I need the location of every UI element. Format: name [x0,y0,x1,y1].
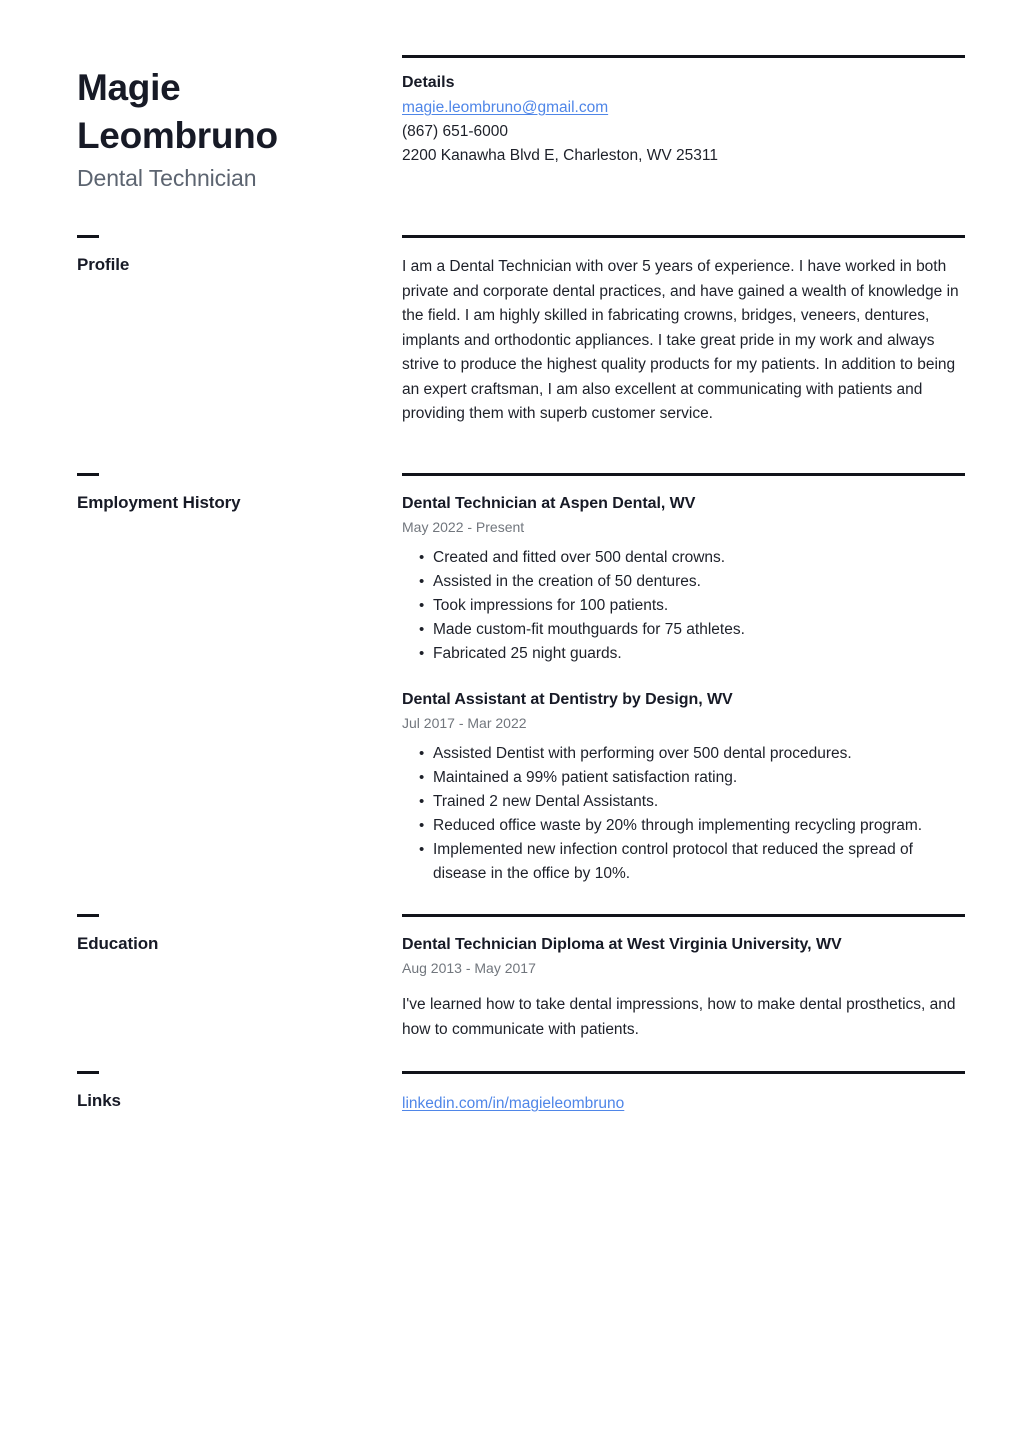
link-item [402,1092,965,1116]
education-label-column [77,914,402,955]
list-item: • Fabricated 25 night guards. [433,642,965,666]
education-entry-description: I've learned how to take dental impressions, how to make dental prosthetics, and how to communicate with patients. [402,996,956,1038]
email-link[interactable]: magie.leombruno@gmail.com [402,99,609,116]
spacer-before-employment [77,442,965,473]
list-item: • Created and fitted over 500 dental crowns. [433,546,965,570]
employment-entry [402,689,965,886]
links-body-column [402,1071,965,1116]
links-section [77,1071,965,1116]
list-item: • Trained 2 new Dental Assistants. [433,790,965,814]
linkedin-link[interactable]: linkedin.com/in/magieleombruno [402,1095,625,1112]
list-item: • Made custom-fit mouthguards for 75 athletes. [433,618,965,642]
education-section-rule [402,914,965,917]
details-column [402,55,965,168]
list-item: • Maintained a 99% patient satisfaction rating. [433,766,965,790]
employment-body-column [402,473,965,886]
links-label-column [77,1071,402,1112]
employment-entry-bullets [402,546,965,666]
employment-entry-bullets [402,742,965,886]
employment-entry [402,493,965,666]
candidate-job-title: Dental Technician [77,165,257,191]
employment-section-label: Employment History [77,493,241,512]
profile-section [77,235,965,442]
identity-block [77,55,402,193]
education-entry [402,934,965,1042]
education-section-label: Education [77,934,159,953]
education-section [77,914,965,1042]
list-item: • Implemented new infection control protocol that reduced the spread of disease in the office by 10%. [433,838,965,886]
list-item: • Assisted Dentist with performing over 500 dental procedures. [433,742,965,766]
spacer-before-profile [77,193,965,235]
details-email-line [402,96,965,120]
profile-label-column [77,235,402,276]
links-section-label: Links [77,1091,121,1110]
details-address: 2200 Kanawha Blvd E, Charleston, WV 25311 [402,147,718,164]
list-item: • Reduced office waste by 20% through implementing recycling program. [433,814,965,838]
spacer-before-education [77,886,965,914]
employment-section [77,473,965,886]
employment-label-column [77,473,402,514]
links-list [402,1074,965,1116]
profile-dash-icon [77,235,99,238]
spacer-before-links [77,1042,965,1071]
education-body-column [402,914,965,1042]
employment-dash-icon [77,473,99,476]
employment-section-rule [402,473,965,476]
links-dash-icon [77,1071,99,1074]
profile-section-rule [402,235,965,238]
details-block [402,58,965,168]
profile-section-label: Profile [77,255,130,274]
list-item: • Took impressions for 100 patients. [433,594,965,618]
education-entry-date: Aug 2013 - May 2017 [402,960,536,976]
candidate-first-name: Magie [77,67,181,108]
list-item: • Assisted in the creation of 50 dentures. [433,570,965,594]
profile-body-column [402,235,965,442]
candidate-last-name: Leombruno [77,115,278,156]
resume-header [77,55,965,193]
profile-text: I am a Dental Technician with over 5 years of experience. I have worked in both private and corporate dental practices, and have gained a wealth of knowledge in the field. I am highly skilled in fabricating crowns, bridges, veneers, dentures, implants and orthodontic appliances. I take great pride in my work and always strive to produce the highest quality products for my patients. In addition to being an expert craftsman, I am also excellent at communicating with patients and providing them with superb customer service. [402,258,959,422]
employment-entry-title: Dental Assistant at Dentistry by Design, WV [402,691,733,708]
employment-entry-title: Dental Technician at Aspen Dental, WV [402,495,696,512]
candidate-name [77,64,327,160]
education-dash-icon [77,914,99,917]
details-phone: (867) 651-6000 [402,123,508,140]
employment-entry-date: Jul 2017 - Mar 2022 [402,715,527,731]
education-entry-title: Dental Technician Diploma at West Virginia University, WV [402,936,842,953]
employment-entry-date: May 2022 - Present [402,519,525,535]
details-heading: Details [402,74,455,91]
